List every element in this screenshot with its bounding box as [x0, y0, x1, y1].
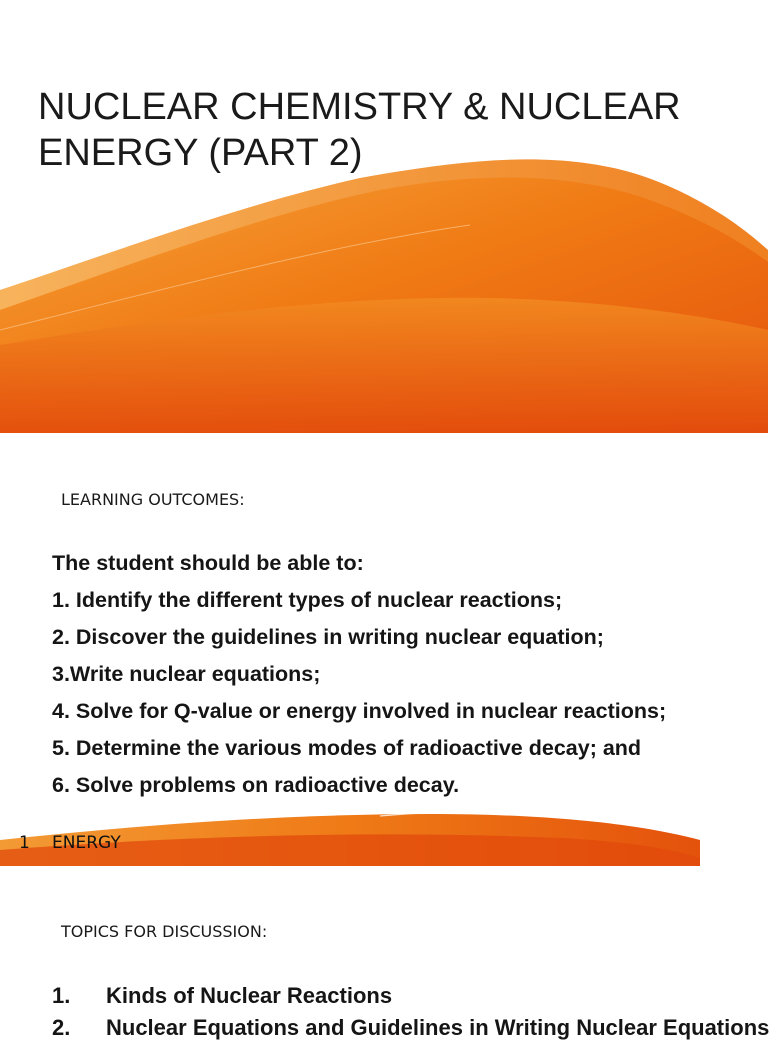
topic-text: Nuclear Equations and Guidelines in Writing Nuclear Equations: [106, 1015, 769, 1040]
list-item: 3.Write nuclear equations;: [52, 662, 321, 686]
topics-list: [52, 980, 769, 1044]
list-item: The student should be able to:: [52, 551, 364, 575]
topics-slide: [0, 882, 769, 1040]
topic-number: 2.: [52, 1015, 71, 1040]
learning-outcomes-slide: [0, 448, 768, 866]
presentation-title: NUCLEAR CHEMISTRY & NUCLEAR ENERGY (PART 2): [38, 86, 681, 174]
list-item: 5. Determine the various modes of radioactive decay; and: [52, 736, 642, 760]
list-item: 1. Identify the different types of nuclear reactions;: [52, 588, 563, 612]
footer-label: ENERGY: [52, 833, 121, 853]
list-item: 6. Solve problems on radioactive decay.: [52, 773, 460, 797]
topic-text: Kinds of Nuclear Reactions: [106, 983, 393, 1008]
list-item: [52, 1012, 769, 1044]
section-heading: TOPICS FOR DISCUSSION:: [61, 922, 268, 941]
orange-wave-graphic: [0, 0, 768, 433]
slide-number: 1: [19, 833, 30, 853]
title-slide: [0, 0, 768, 433]
list-item: [52, 980, 752, 1012]
footer-wave-graphic: [0, 448, 768, 866]
section-heading: LEARNING OUTCOMES:: [61, 490, 245, 509]
topic-number: 1.: [52, 983, 71, 1008]
list-item: 2. Discover the guidelines in writing nuclear equation;: [52, 625, 604, 649]
list-item: 4. Solve for Q-value or energy involved in nuclear reactions;: [52, 699, 667, 723]
